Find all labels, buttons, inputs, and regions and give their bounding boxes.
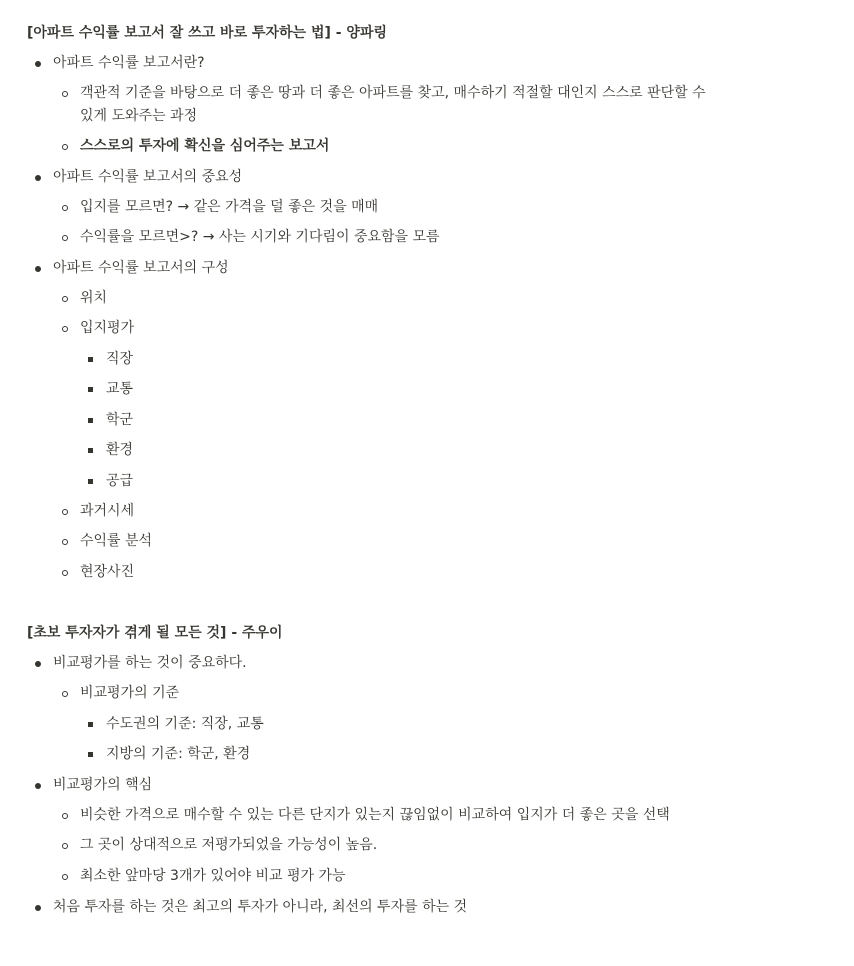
list-item: 입지를 모르면? → 같은 가격을 덜 좋은 것을 매매 <box>80 199 379 215</box>
bullet-square <box>88 357 93 362</box>
list-item: 교통 <box>106 381 134 397</box>
list-item: 과거시세 <box>80 503 135 519</box>
section-title-1: [아파트 수익률 보고서 잘 쓰고 바로 투자하는 법] - 양파링 <box>27 25 388 41</box>
bullet-circle <box>62 326 68 332</box>
list-item: 학군 <box>106 412 134 428</box>
list-item: 공급 <box>106 473 134 489</box>
bullet-disc <box>35 61 41 67</box>
list-item: 수익률을 모르면>? → 사는 시기와 기다림이 중요함을 모름 <box>80 229 440 245</box>
list-item: 수익률 분석 <box>80 533 153 549</box>
bullet-circle <box>62 144 68 150</box>
list-item: 아파트 수익률 보고서란? <box>53 55 205 71</box>
bullet-disc <box>35 783 41 789</box>
list-item: 비교평가의 핵심 <box>53 777 153 793</box>
list-item: 입지평가 <box>80 320 135 336</box>
bullet-square <box>88 448 93 453</box>
list-item: 스스로의 투자에 확신을 심어주는 보고서 <box>80 138 330 154</box>
list-item: 위치 <box>80 290 108 306</box>
bullet-disc <box>35 175 41 181</box>
list-item: 수도권의 기준: 직장, 교통 <box>106 716 264 732</box>
bullet-square <box>88 387 93 392</box>
list-item: 현장사진 <box>80 564 135 580</box>
bullet-circle <box>62 570 68 576</box>
bullet-circle <box>62 205 68 211</box>
list-item: 환경 <box>106 442 134 458</box>
bullet-circle <box>62 843 68 849</box>
bullet-disc <box>35 661 41 667</box>
list-item: 아파트 수익률 보고서의 구성 <box>53 260 229 276</box>
list-item: 최소한 앞마당 3개가 있어야 비교 평가 가능 <box>80 868 346 884</box>
list-item: 그 곳이 상대적으로 저평가되었을 가능성이 높음. <box>80 837 378 853</box>
list-item: 비슷한 가격으로 매수할 수 있는 다른 단지가 있는지 끊임없이 비교하여 입지가 더 좋은 곳을 선택 <box>80 807 670 823</box>
list-item: 지방의 기준: 학군, 환경 <box>106 746 251 762</box>
list-item: 객관적 기준을 바탕으로 더 좋은 땅과 더 좋은 아파트를 찾고, 매수하기 적절할 대인지 스스로 판단할 수 <box>80 85 706 101</box>
bullet-circle <box>62 539 68 545</box>
bullet-disc <box>35 905 41 911</box>
bullet-square <box>88 418 93 423</box>
bullet-circle <box>62 509 68 515</box>
bullet-square <box>88 752 93 757</box>
list-item: 처음 투자를 하는 것은 최고의 투자가 아니라, 최선의 투자를 하는 것 <box>53 899 468 915</box>
bullet-circle <box>62 874 68 880</box>
bullet-circle <box>62 296 68 302</box>
bullet-circle <box>62 235 68 241</box>
list-item-continuation: 있게 도와주는 과정 <box>80 108 198 124</box>
bullet-disc <box>35 266 41 272</box>
list-item: 비교평가의 기준 <box>80 685 180 701</box>
list-item: 아파트 수익률 보고서의 중요성 <box>53 169 243 185</box>
bullet-square <box>88 722 93 727</box>
list-item: 직장 <box>106 351 134 367</box>
bullet-circle <box>62 691 68 697</box>
bullet-square <box>88 479 93 484</box>
bullet-circle <box>62 813 68 819</box>
list-item: 비교평가를 하는 것이 중요하다. <box>53 655 247 671</box>
bullet-circle <box>62 91 68 97</box>
section-title-2: [초보 투자자가 겪게 될 모든 것] - 주우이 <box>27 625 283 641</box>
